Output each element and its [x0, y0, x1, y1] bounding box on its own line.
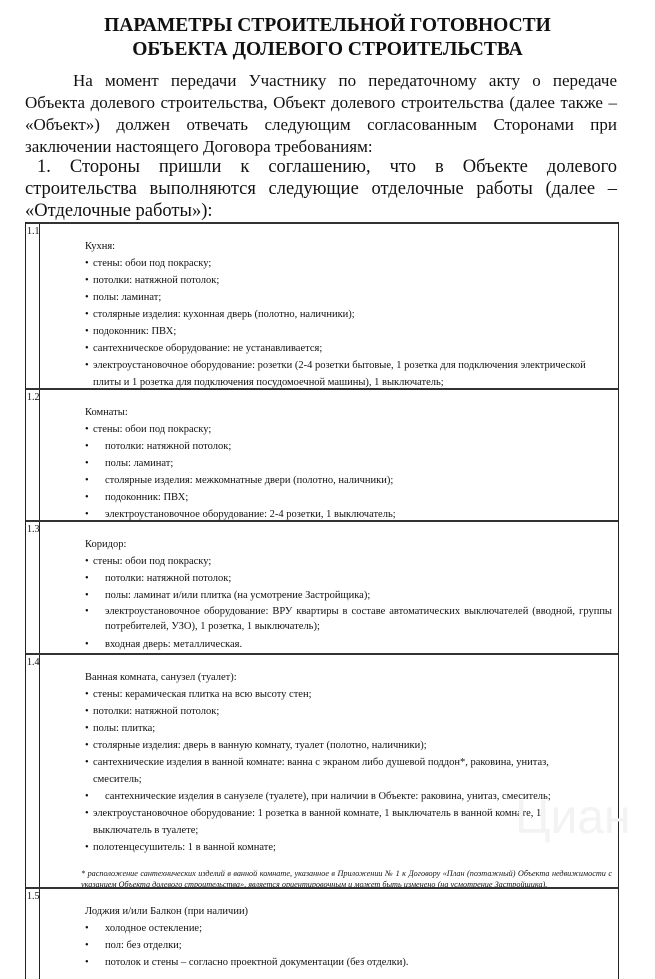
- bullet-icon: •: [85, 458, 89, 469]
- bullet-icon: •: [85, 309, 89, 320]
- row-content: [40, 390, 618, 520]
- list-item: • холодное остекление;: [85, 920, 612, 937]
- bullet-icon: •: [85, 590, 89, 601]
- list-item: • полы: ламинат и/или плитка (на усмотрение Застройщика);: [85, 587, 612, 604]
- list-item: • электроустановочное оборудование: 2-4 розетки, 1 выключатель;: [85, 506, 612, 523]
- footnote: * расположение сантехнических изделий в ванной комнате, указанное в Приложении № 1 к Договору «План (поэтажный) Объекта недвижимости с указанием Объекта долевого строительства», является ориентировочным и может быть изменено (на усмотрение Застройщика).: [81, 869, 612, 889]
- list-item: • стены: обои под покраску;: [85, 255, 612, 272]
- table-row-corridor: [26, 520, 618, 653]
- bullet-icon: •: [85, 475, 89, 486]
- watermark-logo: Циан: [515, 791, 631, 844]
- list-item: • сантехнические изделия в ванной комнате: ванна с экраном либо душевой поддон*, раковина, унитаз, смеситель;: [85, 754, 612, 788]
- bullet-icon: •: [85, 940, 89, 951]
- row-content: [40, 224, 618, 388]
- bullet-icon: •: [85, 689, 89, 700]
- list-item: • потолки: натяжной потолок;: [85, 703, 612, 720]
- list-item: • подоконник: ПВХ;: [85, 489, 612, 506]
- bullet-icon: •: [85, 292, 89, 303]
- row-number: 1.1: [26, 224, 40, 388]
- bullet-icon: •: [85, 556, 89, 567]
- table-row-kitchen: [26, 222, 618, 388]
- section-heading: Коридор:: [85, 539, 127, 550]
- row-number: 1.3: [26, 522, 40, 653]
- list-item: • столярные изделия: дверь в ванную комнату, туалет (полотно, наличники);: [85, 737, 612, 754]
- title-line-2: ОБЪЕКТА ДОЛЕВОГО СТРОИТЕЛЬСТВА: [132, 39, 523, 60]
- bullet-icon: •: [85, 509, 89, 520]
- list-item: • потолки: натяжной потолок;: [85, 272, 612, 289]
- list-item: • полы: ламинат;: [85, 289, 612, 306]
- list-item: • электроустановочное оборудование: розетки (2-4 розетки бытовые, 1 розетка для подключения электрической плиты и 1 розетка для подключения посудомоечной машины), 1 выключатель;: [85, 357, 612, 391]
- row-content: [40, 655, 618, 887]
- finishing-works-table: [25, 222, 619, 979]
- clause-1-paragraph: 1. Стороны пришли к соглашению, что в Объекте долевого строительства выполняются следующие отделочные работы (далее – «Отделочные работы»):: [25, 157, 617, 221]
- section-heading: Кухня:: [85, 241, 116, 252]
- bullet-icon: •: [85, 791, 89, 802]
- bullet-icon: •: [85, 360, 89, 371]
- row-number: 1.5: [26, 889, 40, 979]
- table-row-rooms: [26, 388, 618, 520]
- row-number: 1.2: [26, 390, 40, 520]
- list-item: • стены: обои под покраску;: [85, 421, 612, 438]
- section-heading: Лоджия и/или Балкон (при наличии): [85, 906, 249, 917]
- bullet-icon: •: [85, 258, 89, 269]
- list-item: • электроустановочное оборудование: ВРУ квартиры в составе автоматических выключателей (вводной, группы потребителей, УЗО), 1 розетка, 1 выключатель);: [85, 606, 612, 632]
- bullet-icon: •: [85, 441, 89, 452]
- section-heading: Комнаты:: [85, 407, 128, 418]
- bullet-icon: •: [85, 275, 89, 286]
- list-item: • пол: без отделки;: [85, 937, 612, 954]
- title-line-1: ПАРАМЕТРЫ СТРОИТЕЛЬНОЙ ГОТОВНОСТИ: [104, 15, 551, 36]
- list-item: • столярные изделия: кухонная дверь (полотно, наличники);: [85, 306, 612, 323]
- bullet-icon: •: [85, 957, 89, 968]
- bullet-icon: •: [85, 573, 89, 584]
- list-item: • стены: обои под покраску;: [85, 553, 612, 570]
- list-item: • полотенцесушитель: 1 в ванной комнате;: [85, 839, 612, 856]
- bullet-icon: •: [85, 808, 89, 819]
- list-item: • полы: ламинат;: [85, 455, 612, 472]
- list-item: • потолки: натяжной потолок;: [85, 570, 612, 587]
- bullet-icon: •: [85, 424, 89, 435]
- list-item: • электроустановочное оборудование: 1 розетка в ванной комнате, 1 выключатель в ванной комнате, 1 выключатель в туалете;: [85, 805, 612, 839]
- section-heading: Ванная комната, санузел (туалет):: [85, 672, 237, 683]
- list-item: • столярные изделия: межкомнатные двери (полотно, наличники);: [85, 472, 612, 489]
- bullet-icon: •: [85, 842, 89, 853]
- intro-paragraph: На момент передачи Участнику по передаточному акту о передаче Объекта долевого строительства, Объект долевого строительства (далее также – «Объект») должен отвечать следующим согласованным Сторонами при заключении настоящего Договора требованиям:: [25, 71, 617, 156]
- bullet-icon: •: [85, 639, 89, 650]
- row-number: 1.4: [26, 655, 40, 887]
- table-row-bathroom: [26, 653, 618, 887]
- bullet-icon: •: [85, 706, 89, 717]
- bullet-icon: •: [85, 492, 89, 503]
- bullet-icon: •: [85, 343, 89, 354]
- bullet-icon: •: [85, 326, 89, 337]
- list-item: • потолок и стены – согласно проектной документации (без отделки).: [85, 954, 612, 971]
- table-row-loggia: [26, 887, 618, 979]
- row-content: [40, 889, 618, 979]
- list-item: • сантехнические изделия в санузеле (туалете), при наличии в Объекте: раковина, унитаз, смеситель;: [85, 788, 612, 805]
- list-item: • потолки: натяжной потолок;: [85, 438, 612, 455]
- list-item: • входная дверь: металлическая.: [85, 636, 612, 653]
- list-item: • подоконник: ПВХ;: [85, 323, 612, 340]
- document-title: [0, 14, 655, 62]
- bullet-icon: •: [85, 757, 89, 768]
- list-item: • полы: плитка;: [85, 720, 612, 737]
- list-item: • сантехническое оборудование: не устанавливается;: [85, 340, 612, 357]
- bullet-icon: •: [85, 606, 89, 617]
- bullet-icon: •: [85, 740, 89, 751]
- row-content: [40, 522, 618, 653]
- bullet-icon: •: [85, 923, 89, 934]
- list-item: • стены: керамическая плитка на всю высоту стен;: [85, 686, 612, 703]
- bullet-icon: •: [85, 723, 89, 734]
